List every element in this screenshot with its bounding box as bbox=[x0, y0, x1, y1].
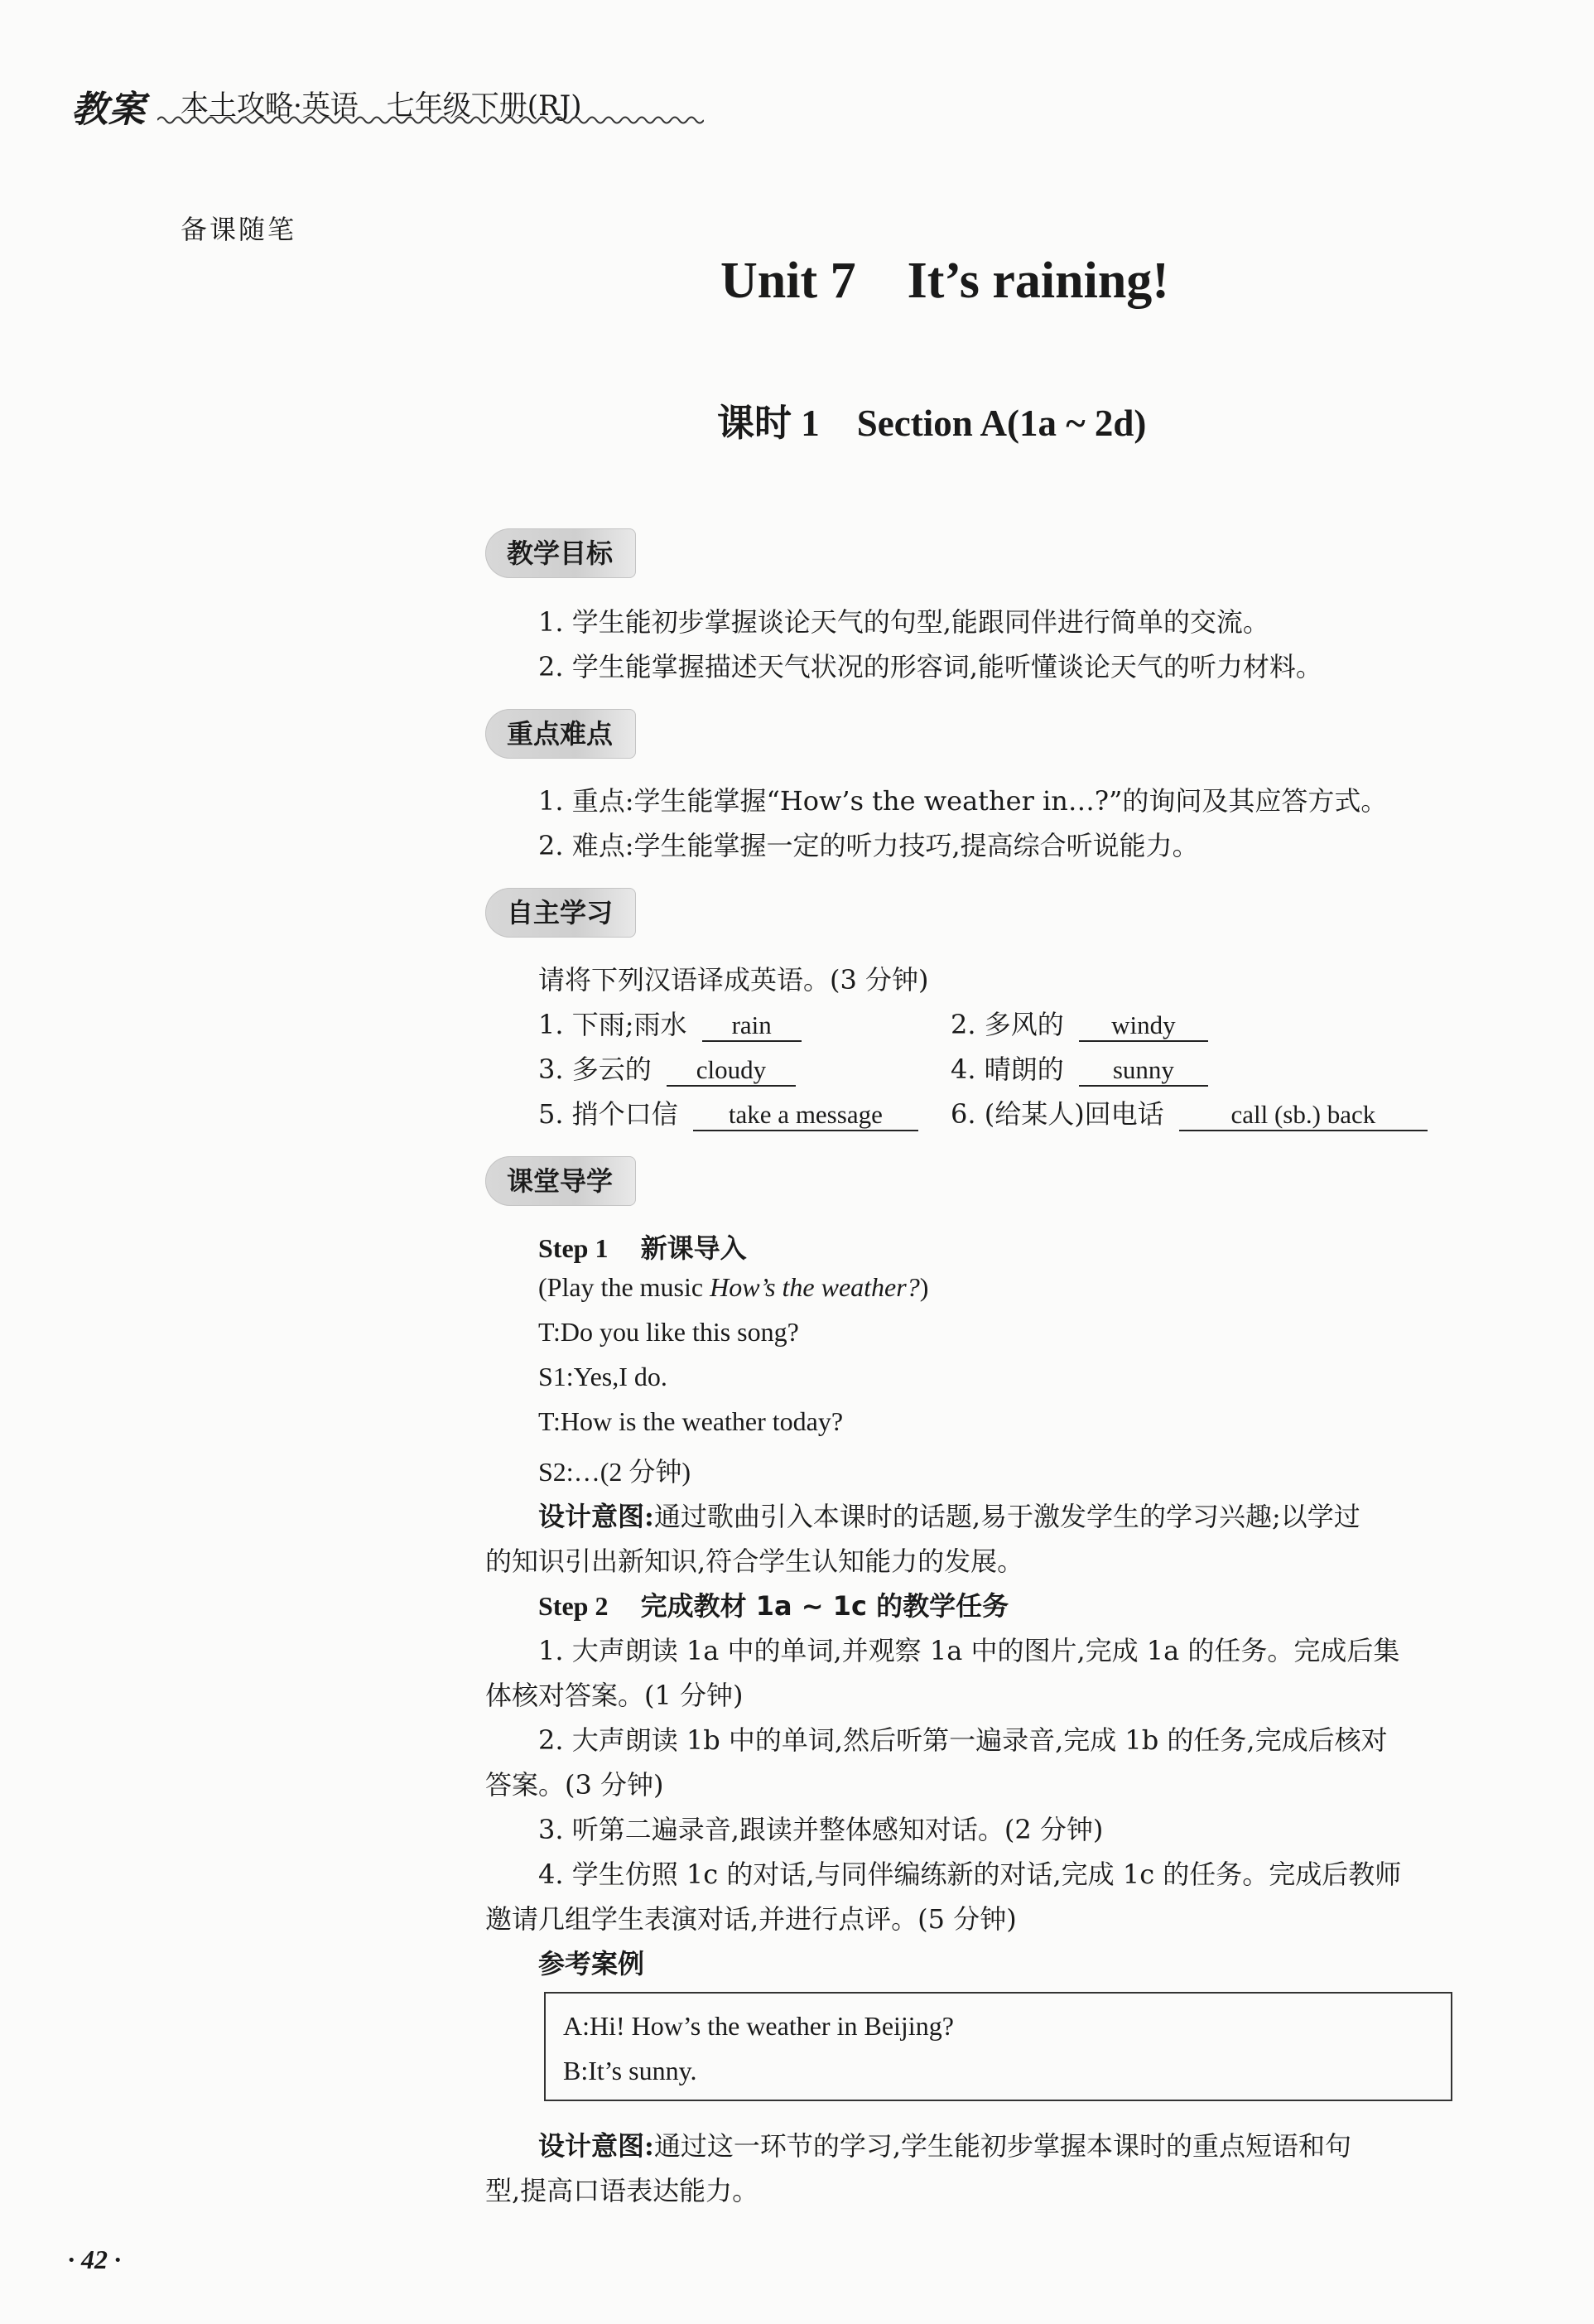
step2-paragraph: 4. 学生仿照 1c 的对话,与同伴编练新的对话,完成 1c 的任务。完成后教师 bbox=[538, 1859, 1402, 1890]
dialogue-line: S1:Yes,I do. bbox=[538, 1362, 667, 1391]
dialogue-line: T:How is the weather today? bbox=[538, 1406, 844, 1436]
vocab-answer: sunny bbox=[1079, 1055, 1208, 1087]
section-badge-classroom: 课堂导学 bbox=[485, 1156, 636, 1206]
step2-paragraph: 1. 大声朗读 1a 中的单词,并观察 1a 中的图片,完成 1a 的任务。完成后集 bbox=[538, 1635, 1400, 1666]
design-intent bbox=[538, 2125, 1351, 2163]
reference-case-label: 参考案例 bbox=[538, 1948, 645, 1979]
design-intent-continued: 型,提高口语表达能力。 bbox=[485, 2175, 759, 2206]
step2-label: Step 2 bbox=[538, 1591, 609, 1621]
design-intent-label: 设计意图: bbox=[538, 1501, 654, 1532]
header-wavy-rule bbox=[157, 114, 704, 126]
vocab-prompt: 1. 下雨;雨水 bbox=[538, 1009, 687, 1040]
section-badge-key-points: 重点难点 bbox=[485, 709, 636, 759]
case-line: A:Hi! How’s the weather in Beijing? bbox=[563, 2011, 954, 2041]
step2-title: 完成教材 1a ~ 1c 的教学任务 bbox=[640, 1590, 1009, 1622]
vocab-prompt: 2. 多风的 bbox=[951, 1009, 1064, 1040]
vocab-item bbox=[951, 1093, 1428, 1131]
step1-heading bbox=[538, 1227, 747, 1266]
vocab-answer: rain bbox=[702, 1010, 802, 1042]
key-point-item: 1. 重点:学生能掌握“How’s the weather in…?”的询问及其应答方式。 bbox=[538, 785, 1388, 817]
vocab-answer: call (sb.) back bbox=[1179, 1100, 1428, 1131]
vocab-prompt: 5. 捎个口信 bbox=[538, 1098, 678, 1130]
vocab-answer: take a message bbox=[693, 1100, 918, 1131]
self-study-instruction: 请将下列汉语译成英语。(3 分钟) bbox=[538, 964, 929, 996]
step2-heading bbox=[538, 1585, 1009, 1623]
dialogue-line bbox=[538, 1272, 928, 1303]
design-intent bbox=[538, 1496, 1360, 1534]
margin-note: 备课随笔 bbox=[181, 214, 297, 245]
step2-paragraph: 3. 听第二遍录音,跟读并整体感知对话。(2 分钟) bbox=[538, 1814, 1104, 1845]
vocab-item bbox=[951, 1049, 1208, 1087]
vocab-item bbox=[538, 1093, 918, 1131]
design-intent-continued: 的知识引出新知识,符合学生认知能力的发展。 bbox=[485, 1545, 1024, 1577]
vocab-answer: windy bbox=[1079, 1010, 1208, 1042]
song-title: How’s the weather? bbox=[710, 1272, 920, 1302]
vocab-item bbox=[951, 1004, 1208, 1042]
design-intent-label: 设计意图: bbox=[538, 2130, 654, 2162]
key-point-item: 2. 难点:学生能掌握一定的听力技巧,提高综合听说能力。 bbox=[538, 830, 1199, 861]
header-subtitle: 本土攻略·英语 七年级下册(RJ) bbox=[181, 89, 582, 123]
vocab-item bbox=[538, 1049, 796, 1087]
step2-paragraph-continued: 体核对答案。(1 分钟) bbox=[485, 1680, 744, 1711]
step2-paragraph: 2. 大声朗读 1b 中的单词,然后听第一遍录音,完成 1b 的任务,完成后核对 bbox=[538, 1724, 1388, 1756]
unit-title: Unit 7 It’s raining! bbox=[720, 253, 1169, 309]
vocab-prompt: 6. (给某人)回电话 bbox=[951, 1098, 1164, 1130]
step2-paragraph-continued: 答案。(3 分钟) bbox=[485, 1769, 664, 1801]
vocab-answer: cloudy bbox=[667, 1055, 796, 1087]
design-intent-text: 通过歌曲引入本课时的话题,易于激发学生的学习兴趣;以学过 bbox=[653, 1501, 1360, 1532]
dialogue-text: ) bbox=[919, 1272, 929, 1302]
section-badge-goals: 教学目标 bbox=[485, 528, 636, 578]
case-line: B:It’s sunny. bbox=[563, 2056, 697, 2085]
page-number: · 42 · bbox=[68, 2244, 121, 2274]
design-intent-text: 通过这一环节的学习,学生能初步掌握本课时的重点短语和句 bbox=[653, 2130, 1352, 2162]
dialogue-line: S2:…(2 分钟) bbox=[538, 1457, 691, 1487]
lesson-title: 课时 1 Section A(1a ~ 2d) bbox=[717, 403, 1147, 444]
step1-label: Step 1 bbox=[538, 1233, 609, 1263]
step1-title: 新课导入 bbox=[640, 1232, 747, 1264]
goal-item: 1. 学生能初步掌握谈论天气的句型,能跟同伴进行简单的交流。 bbox=[538, 606, 1269, 638]
vocab-item bbox=[538, 1004, 802, 1042]
dialogue-line: T:Do you like this song? bbox=[538, 1317, 799, 1347]
dialogue-text: (Play the music bbox=[538, 1272, 710, 1302]
header-brand: 教案 bbox=[71, 89, 146, 131]
step2-paragraph-continued: 邀请几组学生表演对话,并进行点评。(5 分钟) bbox=[485, 1903, 1017, 1935]
vocab-prompt: 3. 多云的 bbox=[538, 1054, 652, 1085]
vocab-prompt: 4. 晴朗的 bbox=[951, 1054, 1064, 1085]
section-badge-self-study: 自主学习 bbox=[485, 888, 636, 938]
goal-item: 2. 学生能掌握描述天气状况的形容词,能听懂谈论天气的听力材料。 bbox=[538, 651, 1322, 682]
